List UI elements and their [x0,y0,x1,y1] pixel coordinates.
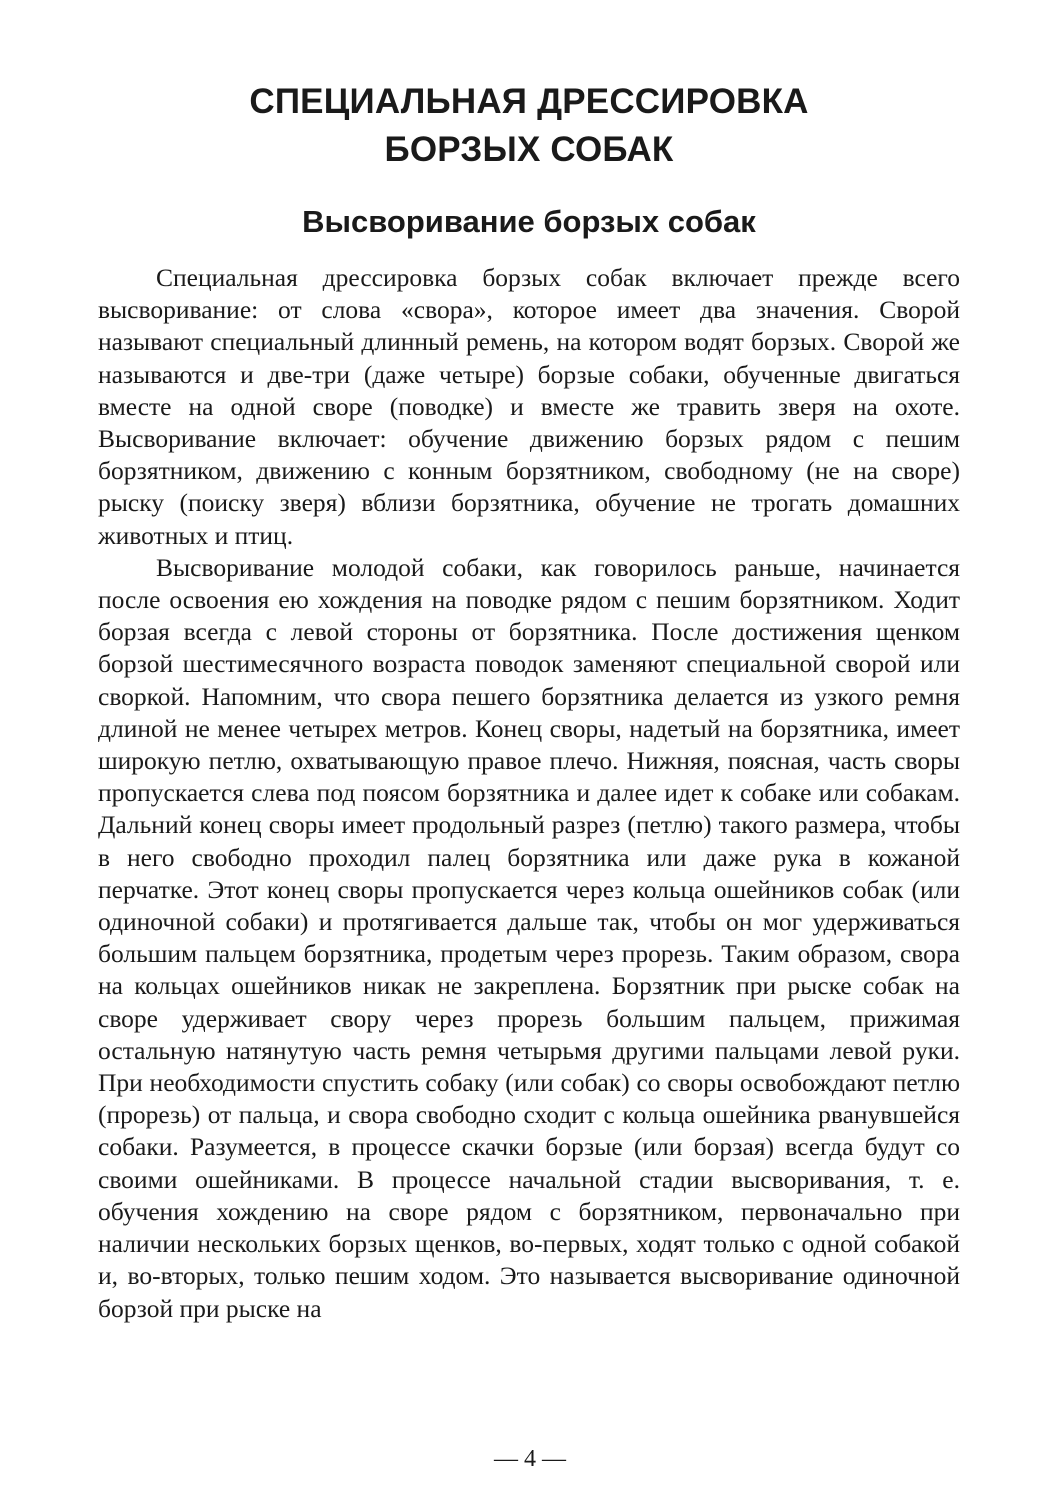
chapter-title-line-1: СПЕЦИАЛЬНАЯ ДРЕССИРОВКА [249,82,809,121]
chapter-title [98,78,960,174]
paragraph-1: Специальная дрессировка борзых собак включает прежде всего высворивание: от слова «свора», которое имеет два значения. Сворой называют специальный длинный ремень, на котором водят борзых. Сворой же называются и две-три (даже четыре) борзые собаки, обученные двигаться вместе на одной своре (поводке) и вместе же травить зверя на охоте. Высворивание включает: обучение движению борзых рядом с пешим борзятником, движению с конным борзятником, свободному (не на своре) рыску (поиску зверя) вблизи борзятника, обучение не трогать домашних животных и птиц. [98,263,960,550]
chapter-title-line-2: БОРЗЫХ СОБАК [384,130,674,169]
page-content [98,78,960,1325]
page-number: — 4 — [494,1446,566,1472]
body-text [98,262,960,1325]
section-title: Высворивание борзых собак [302,204,756,239]
paragraph-2: Высворивание молодой собаки, как говорилось раньше, начинается после освоения ею хождения на поводке рядом с пешим борзятником. Ходит борзая всегда с левой стороны от борзятника. После достижения щенком борзой шестимесячного возраста поводок заменяют специальной сворой или своркой. Напомним, что свора пешего борзятника делается из узкого ремня длиной не менее четырех метров. Конец своры, надетый на борзятника, имеет широкую петлю, охватывающую правое плечо. Нижняя, поясная, часть своры пропускается слева под поясом борзятника и далее идет к собаке или собакам. Дальний конец своры имеет продольный разрез (петлю) такого размера, чтобы в него свободно проходил палец борзятника или даже рука в кожаной перчатке. Этот конец своры пропускается через кольца ошейников собак (или одиночной собаки) и протягивается дальше так, чтобы он мог удерживаться большим пальцем борзятника, продетым через прорезь. Таким образом, свора на кольцах ошейников никак не закреплена. Борзятник при рыске собак на своре удерживает свору через прорезь большим пальцем, прижимая остальную натянутую часть ремня четырьмя другими пальцами левой руки. При необходимости спустить собаку (или собак) со своры освобождают петлю (прорезь) от пальца, и свора свободно сходит с кольца ошейника рванувшейся собаки. Разумеется, в процессе скачки борзые (или борзая) всегда будут со своими ошейниками. В процессе начальной стадии высворивания, т. е. обучения хождению на своре рядом с борзятником, первоначально при наличии нескольких борзых щенков, во-первых, ходят только с одной собакой и, во-вторых, только пешим ходом. Это называется высворивание одиночной борзой при рыске на [98,552,960,1323]
